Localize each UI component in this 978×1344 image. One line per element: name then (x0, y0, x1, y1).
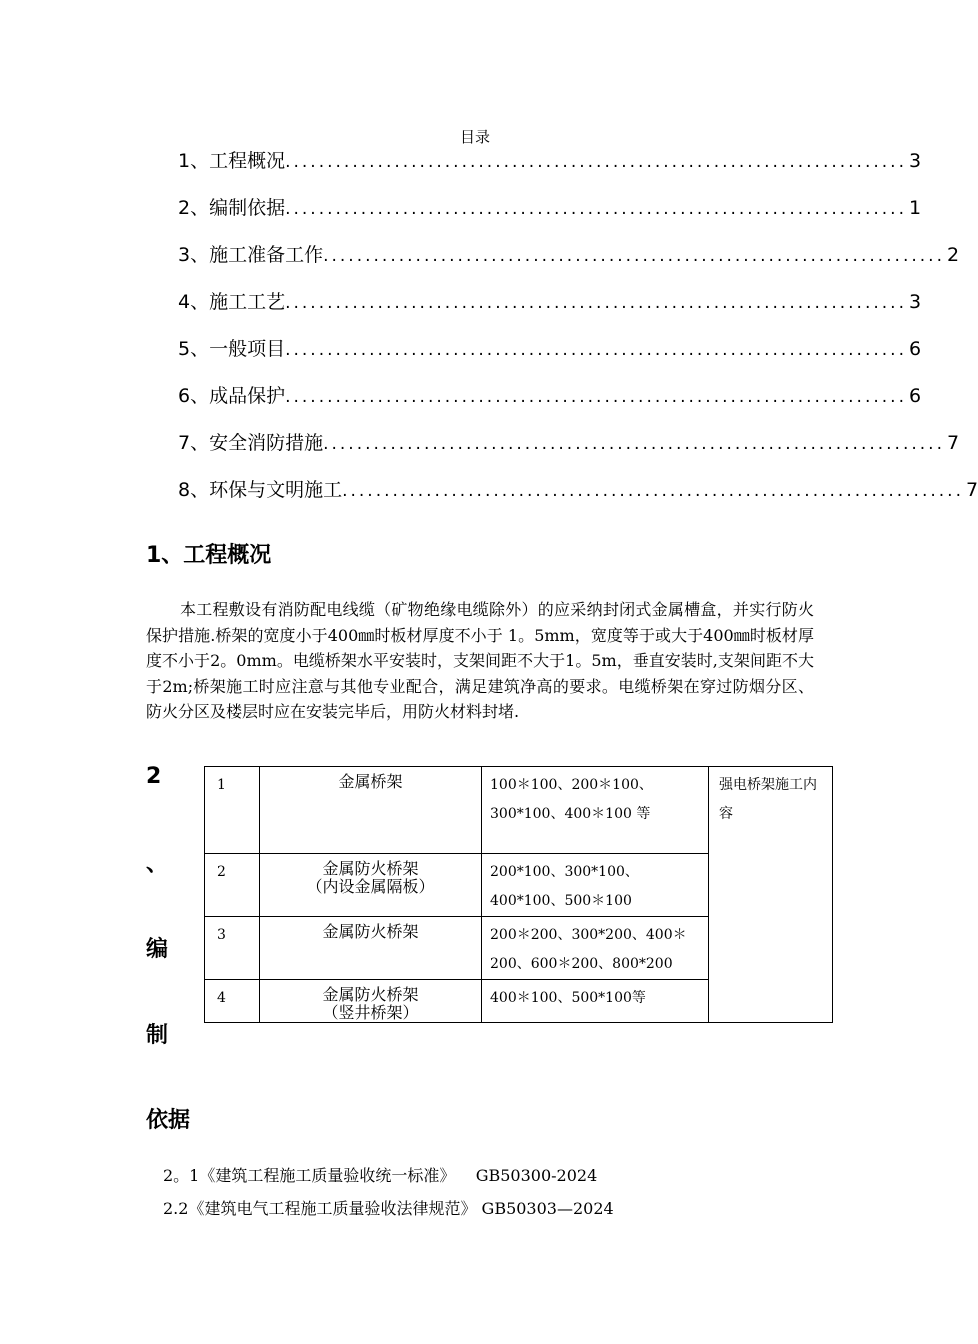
standard-reference: 2。1《建筑工程施工质量验收统一标准》 GB50300-2024 (163, 1166, 598, 1185)
toc-leader-dots: .......................................................................... (285, 152, 907, 172)
row-number: 4 (205, 980, 260, 1023)
section-2-heading-char: 2 (146, 764, 162, 789)
table-row (205, 767, 833, 854)
toc-item-page: 7 (946, 432, 960, 454)
toc-item[interactable] (178, 193, 922, 240)
toc-item-label: 3、施工准备工作 (178, 244, 324, 266)
row-number: 2 (205, 854, 260, 917)
toc-item[interactable] (178, 146, 922, 193)
tray-spec: 200＊200、300*200、400＊200、600＊200、800*200 (482, 917, 709, 980)
toc-item[interactable] (178, 428, 960, 475)
tray-name (260, 854, 482, 917)
toc-item-label: 2、编制依据 (178, 197, 286, 219)
row-number: 3 (205, 917, 260, 980)
tray-name (260, 980, 482, 1023)
toc-title: 目录 (459, 128, 490, 146)
cable-tray-table (204, 766, 833, 1023)
toc-item-label: 8、环保与文明施工 (178, 479, 343, 501)
toc-leader-dots: .......................................................................... (323, 246, 945, 266)
toc-leader-dots: .......................................................................... (342, 481, 964, 501)
toc-item-label: 6、成品保护 (178, 385, 286, 407)
tray-name-main: 金属防火桥架 (322, 859, 419, 878)
row-number: 1 (205, 767, 260, 854)
tray-name-main: 金属桥架 (338, 772, 403, 791)
tray-name-main: 金属防火桥架 (322, 985, 419, 1004)
toc-item-label: 1、工程概况 (178, 150, 286, 172)
toc-item-label: 7、安全消防措施 (178, 432, 324, 454)
section-2-heading-char: 编 (146, 937, 169, 962)
table-of-contents (178, 146, 978, 522)
toc-item[interactable] (178, 334, 922, 381)
toc-item-label: 5、一般项目 (178, 338, 286, 360)
toc-leader-dots: .......................................................................... (285, 340, 907, 360)
section-2-heading-char: 制 (146, 1023, 169, 1048)
toc-item-page: 1 (908, 197, 922, 219)
toc-leader-dots: .......................................................................... (285, 199, 907, 219)
tray-name (260, 917, 482, 980)
toc-item[interactable] (178, 381, 922, 428)
toc-item-label: 4、施工工艺 (178, 291, 286, 313)
tray-spec: 400＊100、500*100等 (482, 980, 709, 1023)
toc-leader-dots: .......................................................................... (285, 387, 907, 407)
section-2-heading-char: 、 (146, 852, 169, 877)
toc-item-page: 3 (908, 150, 922, 172)
toc-item-page: 6 (908, 385, 922, 407)
toc-item[interactable] (178, 287, 922, 334)
toc-item-page: 6 (908, 338, 922, 360)
toc-item-page: 3 (908, 291, 922, 313)
tray-spec: 100＊100、200＊100、300*100、400＊100 等 (482, 767, 709, 854)
toc-item-page: 7 (965, 479, 978, 501)
toc-leader-dots: .......................................................................... (323, 434, 945, 454)
tray-spec: 200*100、300*100、400*100、500＊100 (482, 854, 709, 917)
tray-name-sub: （竖井桥架） (322, 1003, 419, 1022)
toc-item[interactable] (178, 240, 960, 287)
toc-item-page: 2 (946, 244, 960, 266)
tray-name-main: 金属防火桥架 (322, 922, 419, 941)
standard-reference: 2.2《建筑电气工程施工质量验收法律规范》 GB50303—2024 (163, 1199, 614, 1218)
toc-leader-dots: .......................................................................... (285, 293, 907, 313)
section-2-heading-char: 依据 (146, 1108, 191, 1133)
toc-item[interactable] (178, 475, 978, 522)
tray-name-sub: （内设金属隔板） (306, 877, 435, 896)
tray-note: 强电桥架施工内容 (709, 767, 833, 1023)
tray-name (260, 767, 482, 854)
section-1-paragraph: 本工程敷设有消防配电线缆（矿物绝缘电缆除外）的应采纳封闭式金属槽盒，并实行防火保护措施.桥架的宽度小于400㎜时板材厚度不小于 1。5mm，宽度等于或大于400㎜时板材厚度不小于2。0mm。电缆桥架水平安装时，支架间距不大于1。5m，垂直安装时,支架间距不大于2m;桥架施工时应注意与其他专业配合，满足建筑净高的要求。电缆桥架在穿过防烟分区、防火分区及楼层时应在安装完毕后，用防火材料封堵. (146, 600, 814, 721)
section-1-heading: 1、工程概况 (146, 543, 272, 568)
